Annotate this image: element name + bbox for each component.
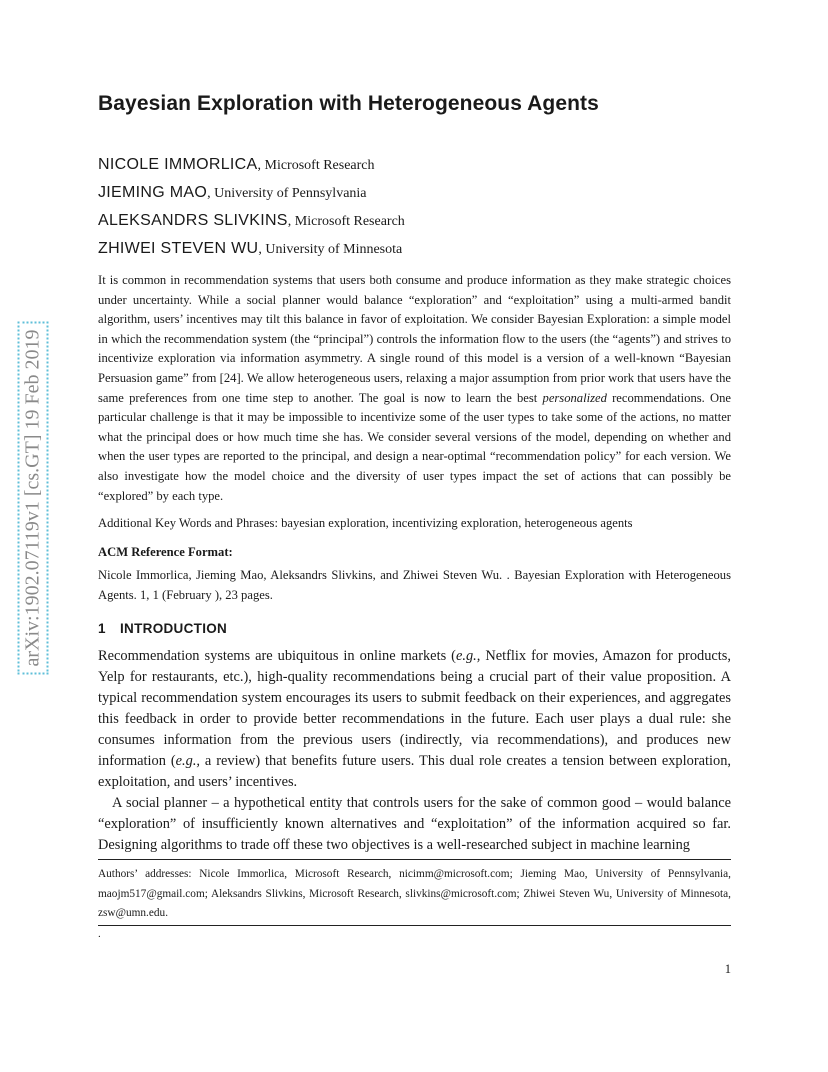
intro-text: Netflix for movies, Amazon for products, Yelp for restaurants, etc.), high-quality recommendations being a crucial part of their value proposition. A typical recommendation system encourages its users to submit feedback on their experiences, and aggregates this feedback in order to provide better recommendations in the future. Each user plays a dual rule: she consumes information from the previous users (indirectly, via recommendations), and produces new information ( — [98, 648, 731, 769]
paper-title: Bayesian Exploration with Heterogeneous Agents — [98, 92, 599, 115]
abstract-emphasis: personalized — [542, 390, 607, 405]
author-2 — [98, 181, 405, 209]
acm-reference-text: Nicole Immorlica, Jieming Mao, Aleksandrs Slivkins, and Zhiwei Steven Wu. . Bayesian Exploration with Heterogeneous Agents. 1, 1 (February ), 23 pages. — [98, 568, 731, 602]
acm-reference-heading: ACM Reference Format: — [98, 545, 233, 559]
abstract-text-cont: recommendations. One particular challenge is that it may be impossible to incentivize some of the user types to take some of the actions, no matter what the principal does or how much time she has. We consider several versions of the model, depending on whether and when the user types are reported to the principal, and design a near-optimal “recommendation policy” for each version. We also investigate how the model choice and the diversity of user types impact the set of actions that can possibly be “explored” by each type. — [98, 390, 731, 503]
section-heading — [98, 621, 227, 636]
abstract-text: It is common in recommendation systems that users both consume and produce information as they make strategic choices under uncertainty. While a social planner would balance “exploration” and “exploitation” using a multi-armed bandit algorithm, users’ incentives may tilt this balance in favor of exploitation. We consider Bayesian Exploration: a simple model in which the recommendation system (the “principal”) controls the information flow to the users (the “agents”) and strives to incentivize exploration via information asymmetry. A single round of this model is a version of a well-known “Bayesian Persuasion game” from [24]. We allow heterogeneous users, relaxing a major assumption from prior work that users have the same preferences from one time step to another. The goal is now to learn the best — [98, 273, 731, 405]
keywords: Additional Key Words and Phrases: bayesian exploration, incentivizing exploration, heterogeneous agents — [98, 516, 633, 530]
author-affiliation: , University of Pennsylvania — [207, 186, 367, 201]
arxiv-stamp — [20, 258, 46, 738]
intro-text: a review) that benefits future users. This dual role creates a tension between exploration, exploitation, and users’ incentives. — [98, 753, 731, 790]
section-number: 1 — [98, 621, 106, 636]
author-addresses-footnote: Authors’ addresses: Nicole Immorlica, Microsoft Research, nicimm@microsoft.com; Jieming Mao, University of Pennsylvania, maojm517@gmail.com; Aleksandrs Slivkins, Microsoft Research, slivkins@microsoft.com; Zhiwei Steven Wu, University of Minnesota, zsw@umn.edu. — [98, 868, 731, 919]
author-name: ZHIWEI STEVEN WU — [98, 240, 259, 257]
section-title: INTRODUCTION — [120, 621, 228, 636]
intro-text: Recommendation systems are ubiquitous in online markets ( — [98, 648, 456, 664]
page-number: 1 — [724, 962, 731, 976]
intro-paragraph-1 — [98, 646, 731, 793]
intro-paragraph-2: A social planner – a hypothetical entity that controls users for the sake of common good – would balance “exploration” of insufficiently known alternatives and “exploitation” of the information acquired so far. Designing algorithms to trade off these two objectives is a well-researched subject in machine learning — [98, 795, 731, 853]
author-name: ALEKSANDRS SLIVKINS — [98, 212, 288, 229]
intro-emphasis: e.g., — [455, 648, 481, 664]
author-name: NICOLE IMMORLICA — [98, 156, 258, 173]
author-affiliation: , Microsoft Research — [287, 214, 405, 229]
author-1 — [98, 153, 405, 181]
intro-emphasis: e.g., — [175, 753, 201, 769]
author-list — [98, 153, 405, 265]
author-name: JIEMING MAO — [98, 184, 208, 201]
author-affiliation: , University of Minnesota — [258, 242, 403, 257]
author-affiliation: , Microsoft Research — [257, 158, 375, 173]
abstract — [98, 271, 731, 506]
footnote-divider — [98, 859, 731, 860]
author-3 — [98, 209, 405, 237]
footer-dot: . — [98, 928, 101, 940]
author-4 — [98, 237, 405, 265]
intro-body — [98, 646, 731, 856]
footer-divider — [98, 925, 731, 926]
arxiv-stamp-text: arXiv:1902.07119v1 [cs.GT] 19 Feb 2019 — [18, 322, 49, 675]
